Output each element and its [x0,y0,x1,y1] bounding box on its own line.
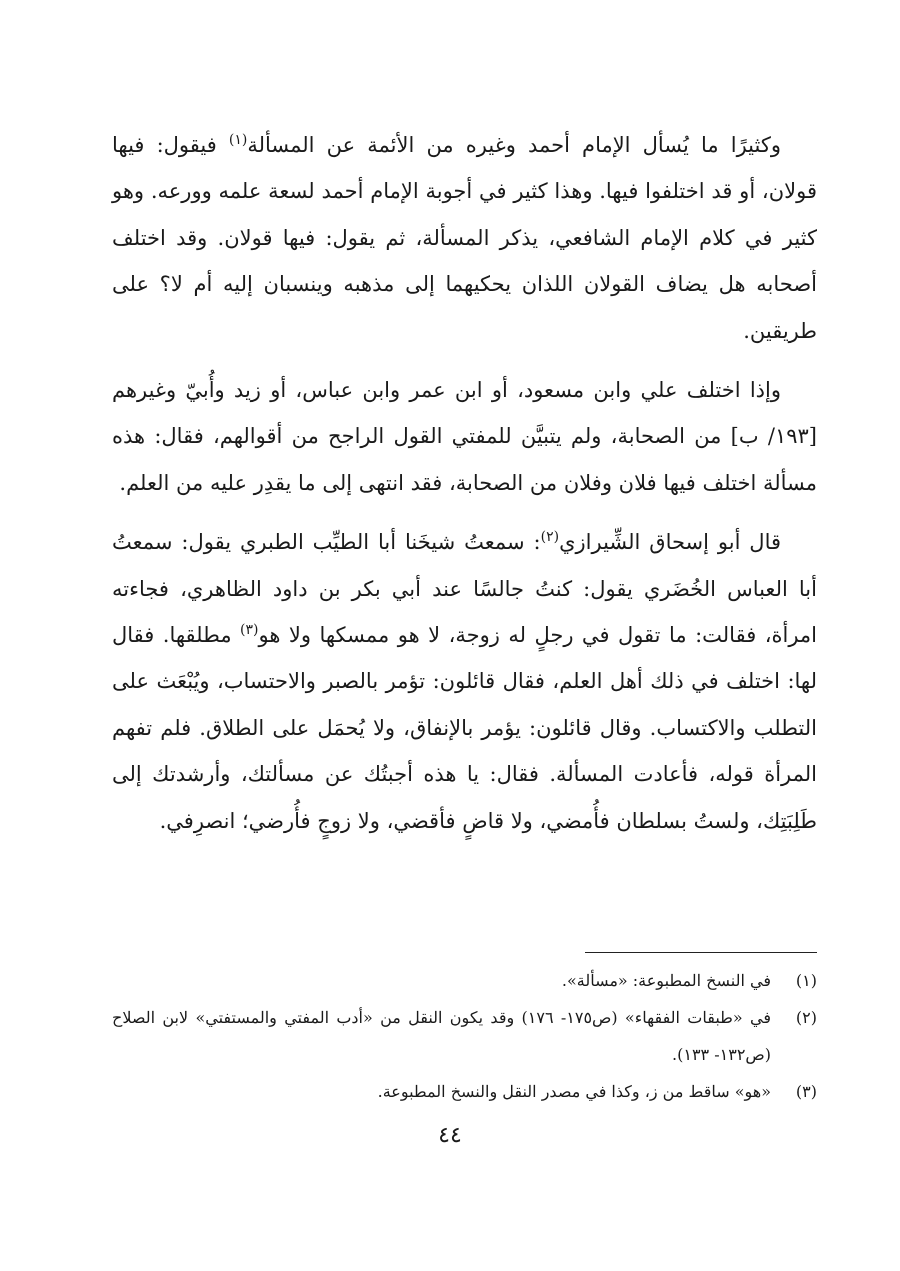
footnote-ref-2: (٢) [540,529,560,546]
text-run: قال أبو إسحاق الشِّيرازي [559,530,782,555]
paragraph-3 [112,519,817,844]
main-text [112,122,817,857]
footnote-divider [585,952,817,953]
footnote-2 [112,999,817,1073]
text-run: : سمعتُ شيخَنا أبا الطيِّب الطبري يقول: سمعتُ أبا العباس الخُضَري يقول: كنتُ جالسًا عند أبي بكر بن داود الظاهري، فجاءته امرأة، فقالت: ما تقول في رجلٍ له زوجة، لا هو ممسكها ولا هو [112,530,817,648]
text-run: وكثيرًا ما يُسأل الإمام أحمد وغيره من الأئمة عن المسألة [247,133,781,157]
footnote-number: (٣) [795,1082,817,1101]
paragraph-2 [112,367,817,506]
text-run: وإذا اختلف علي وابن مسعود، أو ابن عمر وابن عباس، أو زيد وأُبيّ وغيرهم [١٩٣/ ب] من الصحابة، ولم يتبيَّن للمفتي القول الراجح من أقوالهم، فقال: هذه مسألة اختلف فيها فلان وفلان من الصحابة، فقد انتهى إلى ما يقدِر عليه من العلم. [112,378,817,495]
footnote-text: في «طبقات الفقهاء» (ص١٧٥- ١٧٦) وقد يكون النقل من «أدب المفتي والمستفتي» لابن الصلاح (ص١٣٢- ١٣٣). [112,1008,771,1064]
text-run: فيقول: فيها قولان، أو قد اختلفوا فيها. وهذا كثير في أجوبة الإمام أحمد لسعة علمه وورعه. وهو كثير في كلام الإمام الشافعي، يذكر المسألة، ثم يقول: فيها قولان. وقد اختلف أصحابه هل يضاف القولان اللذان يحكيهما إلى مذهبه وينسبان إليه أم لا؟ على طريقين. [112,133,817,343]
footnote-ref-1: (١) [228,132,248,148]
footnote-1 [112,962,817,999]
footnotes [112,962,817,1110]
footnote-number: (١) [795,971,817,990]
footnote-text: «هو» ساقط من ز، وكذا في مصدر النقل والنسخ المطبوعة. [377,1082,771,1101]
footnote-ref-3: (٣) [240,622,259,639]
text-run: مطلقها. فقال لها: اختلف في ذلك أهل العلم، فقال قائلون: تؤمر بالصبر والاحتساب، ويُبْعَث على التطلب والاكتساب. وقال قائلون: يؤمر بالإنفاق، ولا يُحمَل على الطلاق. فلم تفهم المرأة قوله، فأعادت المسألة. فقال: يا هذه أجبتُك عن مسألتك، وأرشدتك إلى طَلِبَتِك، ولستُ بسلطان فأُمضي، ولا قاضٍ فأقضي، ولا زوجٍ فأُرضي؛ انصرِفي. [112,623,817,833]
footnote-number: (٢) [795,1008,817,1027]
footnote-text: في النسخ المطبوعة: «مسألة». [561,971,771,990]
page-number: ٤٤ [438,1123,462,1148]
paragraph-1 [112,122,817,354]
footnote-3 [112,1073,817,1110]
